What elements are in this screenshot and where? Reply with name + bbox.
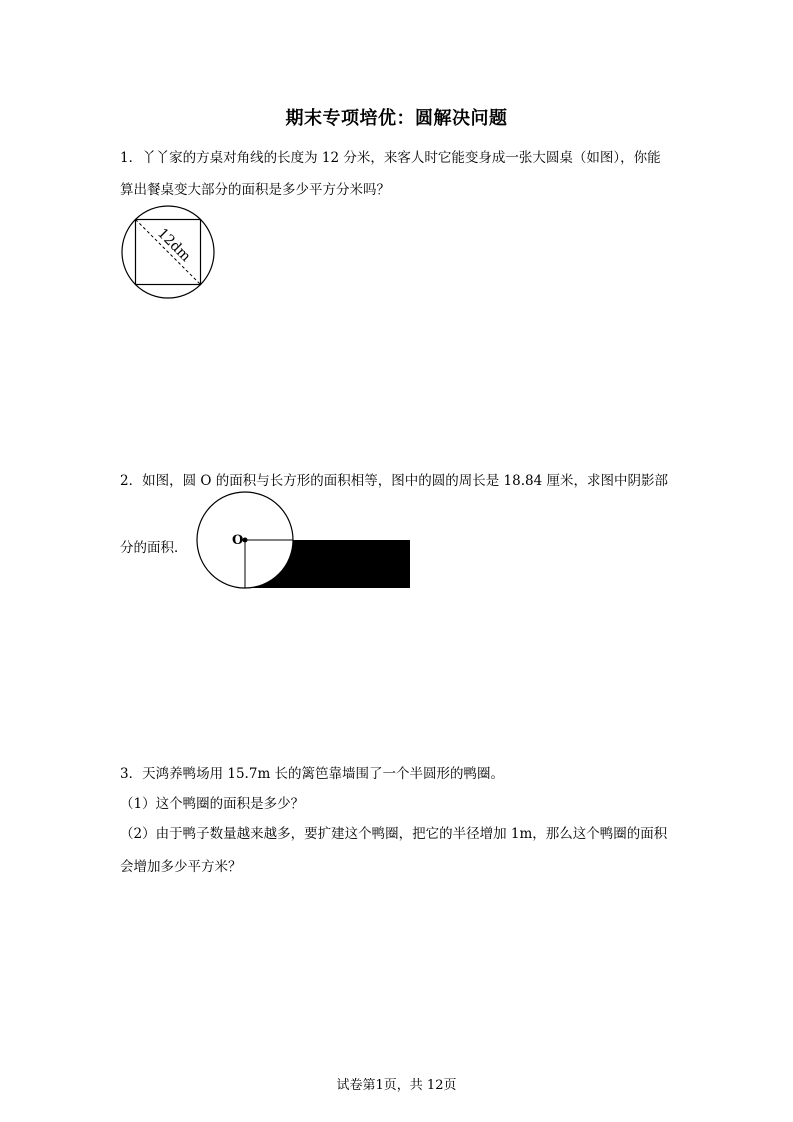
q2-figure — [190, 490, 415, 594]
q2-text-line-1: 2．如图，圆 O 的面积与长方形的面积相等，图中的圆的周长是 18.84 厘米，求图中阴影部 — [120, 473, 668, 489]
q3-sub1-text: （1）这个鸭圈的面积是多少？ — [120, 796, 305, 812]
q1-text-line-1: 1．丫丫家的方桌对角线的长度为 12 分米，来客人时它能变身成一张大圆桌（如图），你能 — [120, 150, 661, 166]
q1-figure — [118, 206, 218, 302]
q1-text-line-2: 算出餐桌变大部分的面积是多少平方分米吗？ — [120, 182, 390, 198]
page-footer: 试卷第1页，共 12页 — [336, 1078, 457, 1093]
q3-text-line-1: 3．天鸿养鸭场用 15.7m 长的篱笆靠墙围了一个半圆形的鸭圈。 — [120, 766, 505, 782]
q3-sub2-text-line-2: 会增加多少平方米？ — [120, 859, 242, 875]
center-label: O — [232, 533, 244, 548]
q2-text-line-2: 分的面积． — [120, 540, 188, 556]
diagonal-label: 12dm — [154, 225, 194, 265]
q3-sub2-text-line-1: （2）由于鸭子数量越来越多，要扩建这个鸭圈，把它的半径增加 1m，那么这个鸭圈的面积 — [120, 826, 668, 842]
page-title: 期末专项培优：圆解决问题 — [285, 108, 508, 129]
